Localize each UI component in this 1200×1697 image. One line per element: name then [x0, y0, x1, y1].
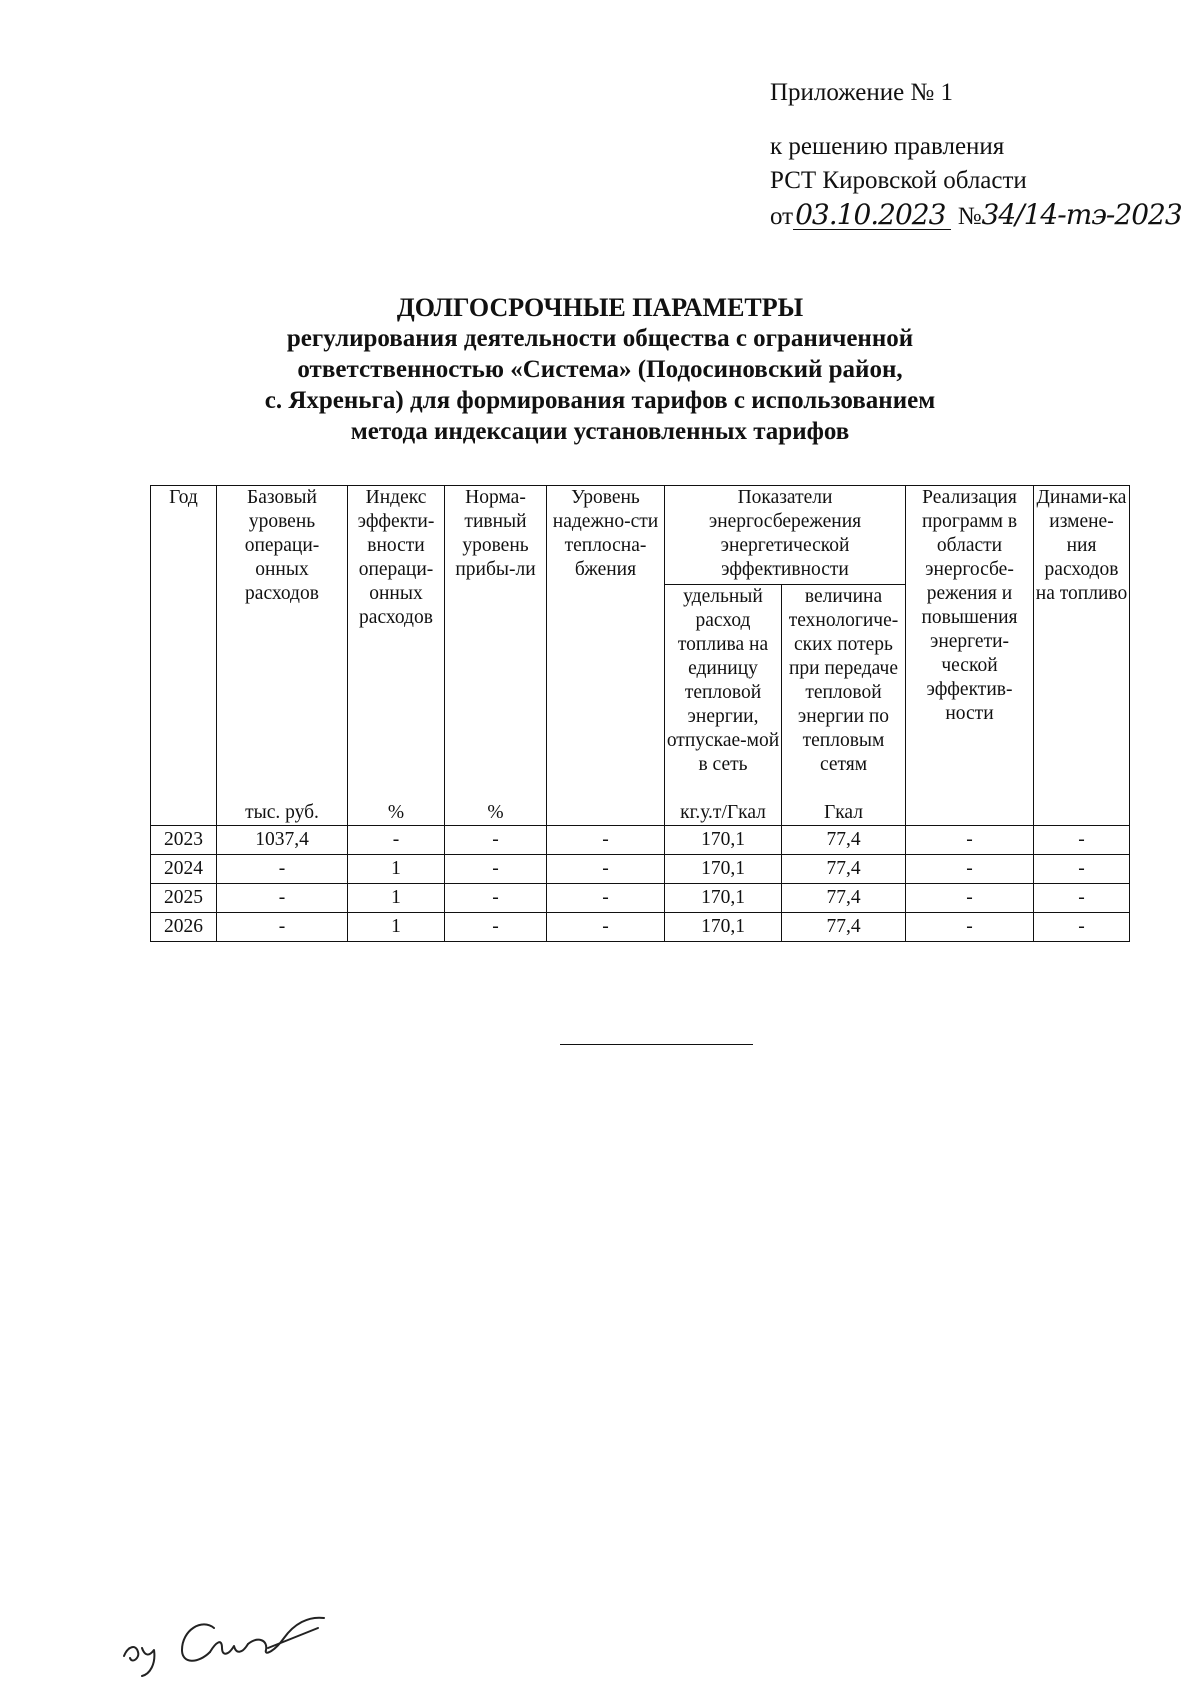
- table-row: [151, 855, 1130, 884]
- cell-profit-level: -: [445, 855, 547, 884]
- number-prefix: №: [957, 203, 982, 230]
- title-line-2: регулирования деятельности общества с ограниченной: [286, 325, 914, 352]
- cell-tech-losses: 77,4: [782, 913, 906, 942]
- title-line-3: ответственностью «Система» (Подосиновский район,: [297, 356, 903, 383]
- cell-year: 2024: [151, 855, 217, 884]
- cell-profit-level: -: [445, 826, 547, 855]
- cell-year: 2025: [151, 884, 217, 913]
- cell-efficiency-index: -: [348, 826, 445, 855]
- header-programs: Реализация программ в области энергосбе-режения и повышения энергети-ческой эффектив-ности: [906, 486, 1034, 826]
- appendix-block: [770, 76, 1182, 234]
- cell-fuel-dynamics: -: [1034, 884, 1130, 913]
- cell-year: 2023: [151, 826, 217, 855]
- cell-reliability: -: [547, 884, 665, 913]
- header-row-1: [151, 486, 1130, 585]
- title-main: ДОЛГОСРОЧНЫЕ ПАРАМЕТРЫ: [396, 293, 804, 322]
- title-line-4: с. Яхреньга) для формирования тарифов с использованием: [264, 387, 936, 414]
- header-tech-losses: величина технологиче-ских потерь при передаче тепловой энергии по тепловым сетям: [782, 585, 906, 800]
- title-line-5: метода индексации установленных тарифов: [350, 418, 850, 445]
- cell-tech-losses: 77,4: [782, 884, 906, 913]
- header-reliability: Уровень надежно-сти теплосна-бжения: [547, 486, 665, 826]
- cell-programs: -: [906, 855, 1034, 884]
- cell-programs: -: [906, 826, 1034, 855]
- cell-tech-losses: 77,4: [782, 855, 906, 884]
- cell-efficiency-index: 1: [348, 884, 445, 913]
- cell-base-opex: -: [217, 913, 348, 942]
- cell-specific-fuel: 170,1: [665, 884, 782, 913]
- cell-fuel-dynamics: -: [1034, 855, 1130, 884]
- decision-date: 03.10.2023: [793, 201, 951, 230]
- header-base-opex: Базовый уровень операци-онных расходов: [217, 486, 348, 800]
- header-efficiency-index: Индекс эффекти-вности операци-онных расходов: [348, 486, 445, 800]
- cell-base-opex: -: [217, 855, 348, 884]
- decision-number: 34/14-тэ-2023: [981, 198, 1182, 231]
- cell-efficiency-index: 1: [348, 855, 445, 884]
- table-row: [151, 826, 1130, 855]
- unit-efficiency-index: %: [348, 799, 445, 826]
- cell-specific-fuel: 170,1: [665, 913, 782, 942]
- cell-specific-fuel: 170,1: [665, 855, 782, 884]
- cell-specific-fuel: 170,1: [665, 826, 782, 855]
- cell-tech-losses: 77,4: [782, 826, 906, 855]
- appendix-to-decision: к решению правления: [770, 133, 1005, 160]
- unit-specific-fuel: кг.у.т/Гкал: [665, 799, 782, 826]
- separator-line: [560, 1044, 753, 1045]
- cell-reliability: -: [547, 826, 665, 855]
- cell-programs: -: [906, 913, 1034, 942]
- date-prefix: от: [770, 203, 794, 230]
- header-profit-level: Норма-тивный уровень прибы-ли: [445, 486, 547, 800]
- cell-reliability: -: [547, 855, 665, 884]
- cell-profit-level: -: [445, 884, 547, 913]
- header-year: Год: [151, 486, 217, 826]
- table-row: [151, 884, 1130, 913]
- cell-fuel-dynamics: -: [1034, 913, 1130, 942]
- cell-programs: -: [906, 884, 1034, 913]
- header-fuel-dynamics: Динами-ка измене-ния расходов на топливо: [1034, 486, 1130, 826]
- parameters-table: [150, 485, 1130, 942]
- header-energy-saving-group: Показатели энергосбережения энергетической эффективности: [665, 486, 906, 585]
- cell-profit-level: -: [445, 913, 547, 942]
- cell-year: 2026: [151, 913, 217, 942]
- table-row: [151, 913, 1130, 942]
- cell-base-opex: 1037,4: [217, 826, 348, 855]
- unit-profit-level: %: [445, 799, 547, 826]
- appendix-date-line: [770, 198, 1182, 234]
- cell-base-opex: -: [217, 884, 348, 913]
- header-specific-fuel: удельный расход топлива на единицу тепловой энергии, отпускае-мой в сеть: [665, 585, 782, 800]
- handwritten-signature-icon: [118, 1598, 358, 1678]
- cell-efficiency-index: 1: [348, 913, 445, 942]
- appendix-number: Приложение № 1: [770, 79, 954, 106]
- appendix-authority: РСТ Кировской области: [770, 167, 1027, 194]
- cell-fuel-dynamics: -: [1034, 826, 1130, 855]
- cell-reliability: -: [547, 913, 665, 942]
- unit-base-opex: тыс. руб.: [217, 799, 348, 826]
- unit-tech-losses: Гкал: [782, 799, 906, 826]
- document-title: [150, 292, 1050, 447]
